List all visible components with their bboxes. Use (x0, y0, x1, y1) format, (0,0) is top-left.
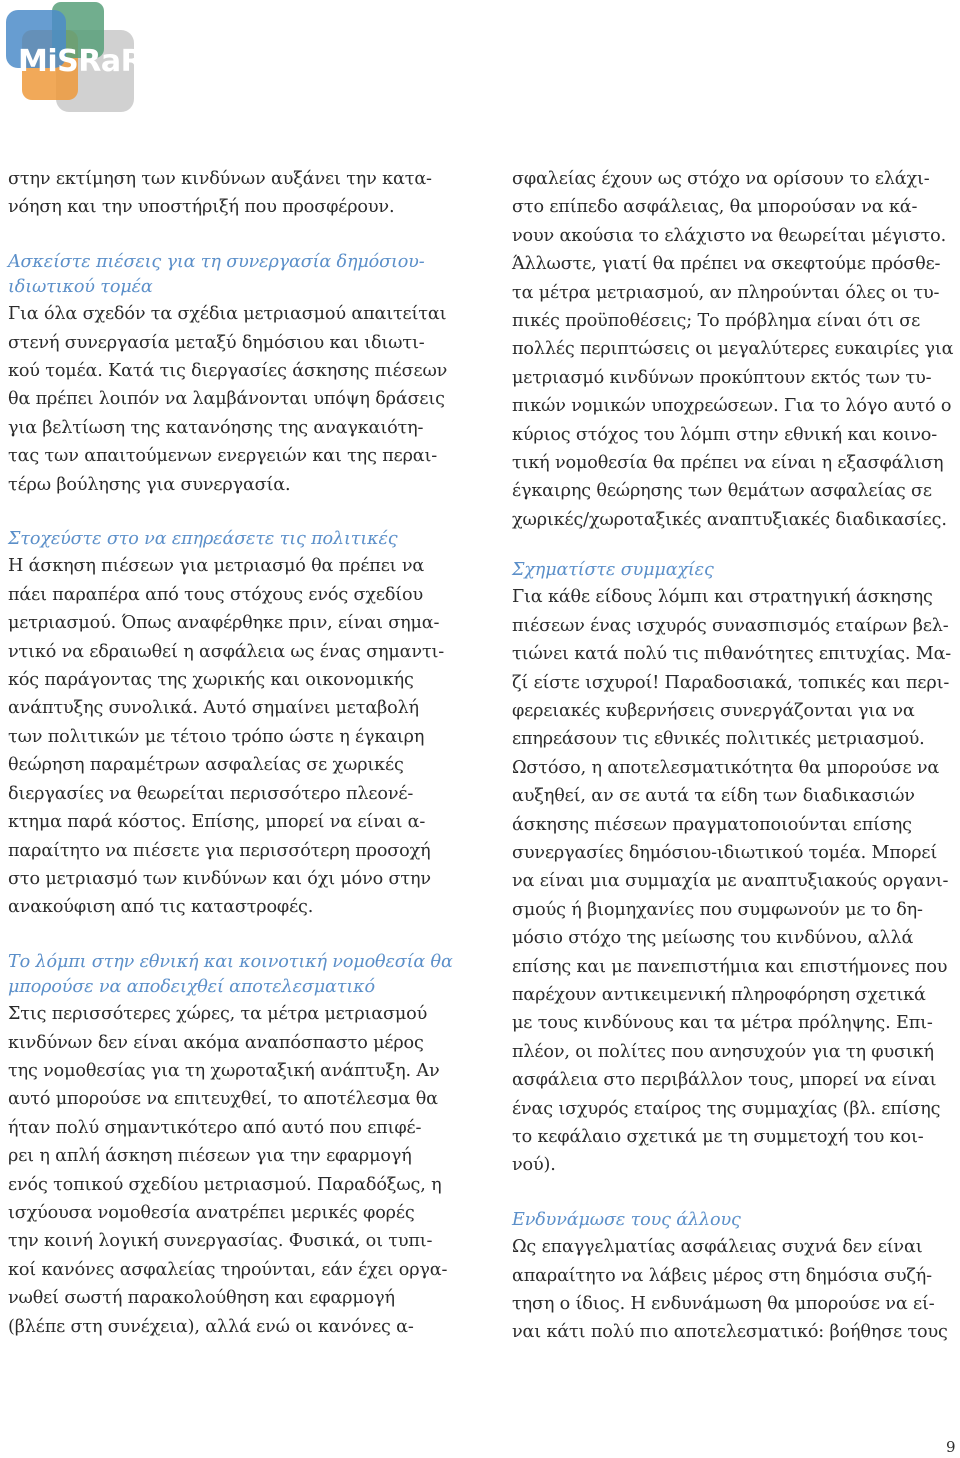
section-body: Η άσκηση πιέσεων για μετριασμό θα πρέπει να πάει παραπέρα από τους στόχους ενός σχεδίου μετριασμού. Όπως αναφέρθηκε πριν, είναι σημα- ντικό να εδραιωθεί η ασφάλεια ως ένας σημαντι- κός παράγοντας της χωρικής και οικονομικής ανάπτυξης συνολικά. Αυτό σημαίνει μεταβολή των πολιτικών με τέτοιο τρόπο ώστε η έγκαιρη θεώρηση παραμέτρων ασφαλείας σε χωρικές διεργασίες να θεωρείται περισσότερο πλεονέ- κτημα παρά κόστος. Επίσης, μπορεί να είναι α- παραίτητο να πιέσετε για περισσότερη προσοχή στο μετριασμό των κινδύνων και όχι μόνο στην ανακούφιση από τις καταστροφές. (8, 556, 445, 918)
section-body: Για κάθε είδους λόμπι και στρατηγική άσκησης πιέσεων ένας ισχυρός συνασπισμός εταίρων βελ- τιώνει κατά πολύ τις πιθανότητες επιτυχίας. Μα- ζί είστε ισχυροί! Παραδοσιακά, τοπικές και περι- φερειακές κυβερνήσεις συνεργάζονται για να επηρεάσουν τις εθνικές πολιτικές μετριασμού. Ωστόσο, η αποτελεσματικότητα θα μπορούσε να αυξηθεί, αν σε αυτά τα είδη των διαδικασιών άσκησης πιέσεων πραγματοποιούνται επίσης συνεργασίες δημόσιου-ιδιωτικού τομέα. Μπορεί να είναι μια συμμαχία με αναπτυξιακούς οργανι- σμούς ή βιομηχανίες που συμφωνούν με το δη- μόσιο στόχο της μείωσης του κινδύνου, αλλά επίσης και με πανεπιστήμια και επιστήμονες που παρέχουν αντικειμενική πληροφόρηση σχετικά με τους κινδύνους και τα μέτρα πρόληψης. Επι- πλέον, οι πολίτες που ανησυχούν για τη φυσική ασφάλεια στο περιβάλλον τους, μπορεί να είναι ένας ισχυρός εταίρος της συμμαχίας (βλ. επίσης το κεφάλαιο σχετικά με τη συμμετοχή του κοι- νού). (512, 587, 952, 1176)
section-body: Ως επαγγελματίας ασφάλειας συχνά δεν είναι απαραίτητο να λάβεις μέρος στη δημόσια συζή- τηση ο ίδιος. Η ενδυνάμωση θα μπορούσε να εί- ναι κάτι πολύ πιο αποτελεσματικό: βοήθησε τους (512, 1237, 948, 1343)
logo-graphic (6, 2, 136, 114)
section-heading: Σχηματίστε συμμαχίες (512, 560, 714, 581)
section-heading: Στοχεύστε στο να επηρεάσετε τις πολιτικές (8, 529, 398, 550)
intro-paragraph: στην εκτίμηση των κινδύνων αυξάνει την κατα- νόηση και την υποστήριξή που προσφέρουν. (8, 169, 432, 218)
section-heading: Ασκείστε πιέσεις για τη συνεργασία δημόσιου- ιδιωτικού τομέα (8, 252, 425, 298)
section-body: Για όλα σχεδόν τα σχέδια μετριασμού απαιτείται στενή συνεργασία μεταξύ δημόσιου και ιδιωτι- κού τομέα. Κατά τις διεργασίες άσκησης πιέσεων θα πρέπει λοιπόν να λαμβάνονται υπόψη δράσεις για βελτίωση της κατανόησης της αναγκαιότη- τας των απαιτούμενων ενεργειών και της περαι- τέρω βούλησης για συνεργασία. (8, 304, 448, 495)
section-body: Στις περισσότερες χώρες, τα μέτρα μετριασμού κινδύνων δεν είναι ακόμα αναπόσπαστο μέρος της νομοθεσίας για τη χωροταξική ανάπτυξη. Αν αυτό μπορούσε να επιτευχθεί, το αποτέλεσμα θα ήταν πολύ σημαντικότερο από αυτό που επιφέ- ρει η απλή άσκηση πιέσεων για την εφαρμογή ενός τοπικού σχεδίου μετριασμού. Παραδόξως, η ισχύουσα νομοθεσία ανατρέπει μερικές φορές την κοινή λογική συνεργασίας. Φυσικά, οι τυπι- κοί κανόνες ασφαλείας τηρούνται, εάν έχει οργα- νωθεί σωστή παρακολούθηση και εφαρμογή (βλέπε στη συνέχεια), αλλά ενώ οι κανόνες α- (8, 1004, 448, 1337)
section-heading: Ενδυνάμωσε τους άλλους (512, 1210, 741, 1231)
right-column (512, 165, 960, 1347)
misrar-logo (6, 2, 136, 114)
left-column (8, 165, 460, 1341)
logo-text: MiSRaR (18, 44, 136, 79)
section-heading: Το λόμπι στην εθνική και κοινοτική νομοθεσία θα μπορούσε να αποδειχθεί αποτελεσματικό (8, 952, 453, 998)
intro-paragraph: σφαλείας έχουν ως στόχο να ορίσουν το ελάχι- στο επίπεδο ασφάλειας, θα μπορούσαν να κά- νουν ακούσια το ελάχιστο να θεωρείται μέγιστο. Άλλωστε, γιατί θα πρέπει να σκεφτούμε πρόσθε- τα μέτρα μετριασμού, αν πληρούνται όλες οι τυ- πικές προϋποθέσεις; Το πρόβλημα είναι ότι σε πολλές περιπτώσεις οι μεγαλύτερες ευκαιρίες για μετριασμό κινδύνων προκύπτουν εκτός των τυ- πικών νομικών υποχρεώσεων. Για το λόγο αυτό ο κύριος στόχος του λόμπι στην εθνική και κοινο- τική νομοθεσία θα πρέπει να είναι η εξασφάλιση έγκαιρης θεώρησης των θεμάτων ασφαλείας σε χωρικές/χωροταξικές αναπτυξιακές διαδικασίες. (512, 169, 954, 530)
page-number: 9 (946, 1438, 956, 1456)
